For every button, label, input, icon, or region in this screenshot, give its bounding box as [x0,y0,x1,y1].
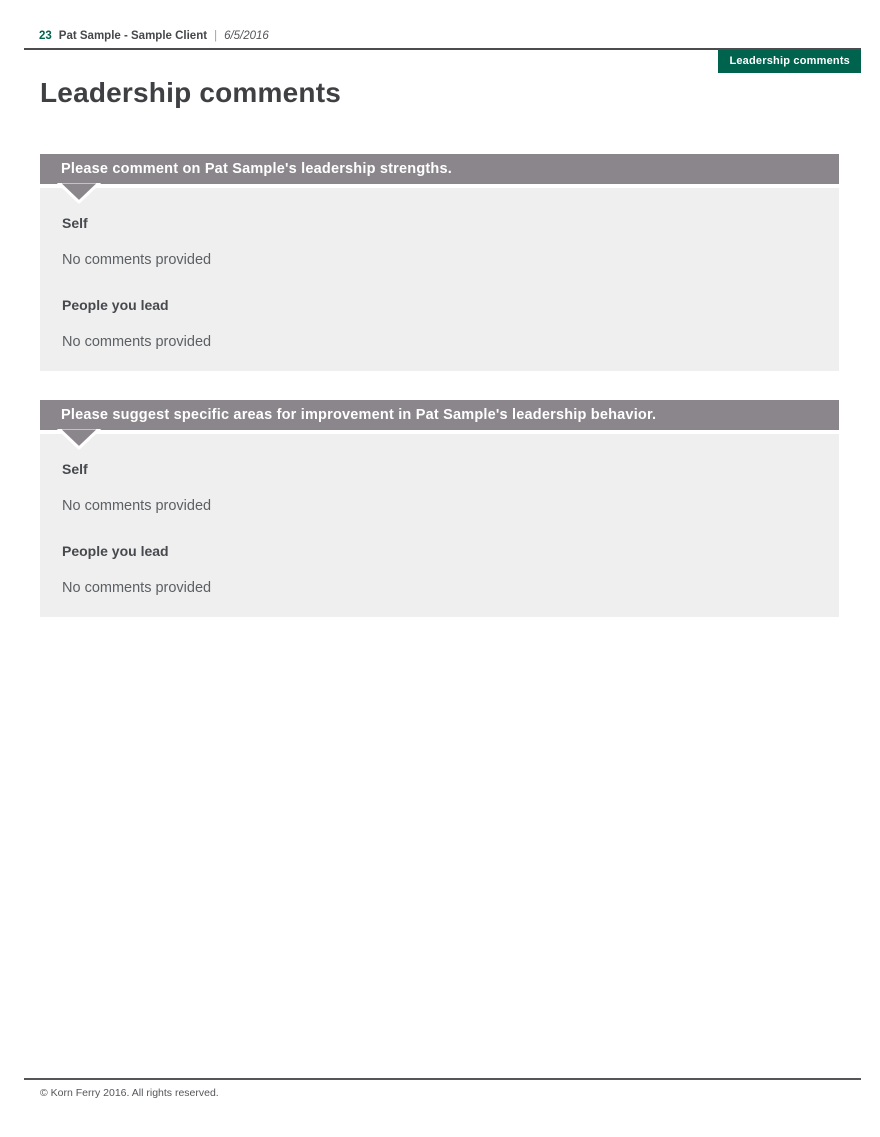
comment-placeholder: No comments provided [62,334,212,350]
page-footer [24,1078,861,1099]
rater-group-heading: People you lead [62,297,169,313]
rater-group-heading: Self [62,461,88,477]
answers-panel [40,434,839,617]
rater-group-heading: Self [62,215,88,231]
comment-placeholder: No comments provided [62,498,212,514]
question-text: Please suggest specific areas for improvement in Pat Sample's leadership behavior. [61,407,657,423]
rater-group-heading: People you lead [62,543,169,559]
callout-tail-icon [56,183,102,205]
answers-panel [40,188,839,371]
page-number: 23 [39,30,52,42]
question-section-improvement [40,400,839,617]
client-name: Pat Sample - Sample Client [58,30,208,42]
question-bar [40,400,839,430]
report-date: 6/5/2016 [224,30,269,42]
copyright-notice: © Korn Ferry 2016. All rights reserved. [40,1087,219,1099]
header-separator: | [214,30,218,42]
page-title: Leadership comments [40,77,341,108]
running-header [24,30,861,50]
callout-tail-icon [56,429,102,451]
question-bar [40,154,839,184]
question-section-strengths [40,154,839,371]
section-tab-badge: Leadership comments [718,50,861,73]
question-sections [40,154,839,617]
question-text: Please comment on Pat Sample's leadership strengths. [61,161,452,177]
comment-placeholder: No comments provided [62,580,212,596]
comment-placeholder: No comments provided [62,252,212,268]
